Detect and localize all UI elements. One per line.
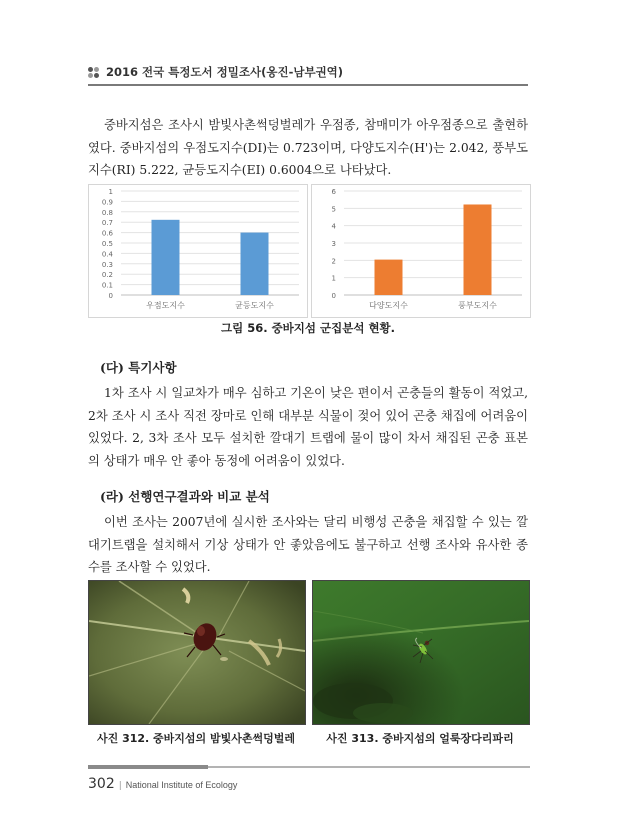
- footer: [88, 773, 237, 792]
- chart-0-ytick-label: 0.6: [101, 229, 113, 238]
- chart-1-ytick-label: 1: [331, 274, 336, 283]
- chart-0-ytick-label: 0.5: [101, 240, 113, 248]
- chart-0-ytick-label: 0.9: [101, 198, 113, 207]
- chart-0-ytick-label: 0: [108, 292, 113, 300]
- photo-fly: [312, 580, 530, 725]
- photo-beetle: [88, 580, 306, 725]
- footer-rule-dark: [88, 765, 208, 769]
- running-header: [88, 64, 528, 84]
- chart-1-ytick-label: 0: [331, 292, 336, 300]
- footer-rule-light: [208, 766, 530, 768]
- chart-1-ytick-label: 2: [331, 257, 336, 266]
- chart-0-category-label-1: 균등도지수: [235, 301, 274, 310]
- section-da-paragraph: 1차 조사 시 일교차가 매우 심하고 기온이 낮은 편이서 곤충들의 활동이 적었고, 2차 조사 시 조사 직전 장마로 인해 대부분 식물이 젖어 있어 곤충 채집에 어려움이 있었다. 2, 3차 조사 모두 설치한 깔대기 트랩에 물이 많이 차서 채집된 곤충 표본의 상태가 매우 안 좋아 동정에 어려움이 있었다.: [88, 386, 528, 468]
- chart-0-bar-0: [152, 220, 180, 295]
- chart-0-ytick-label: 0.3: [101, 260, 113, 269]
- page-number: 302: [88, 776, 115, 792]
- footer-organization: National Institute of Ecology: [125, 780, 238, 790]
- photo-fly-caption: 사진 313. 중바지섬의 얼룩장다리파리: [326, 732, 514, 745]
- chart-0-category-label-0: 우점도지수: [146, 301, 185, 310]
- intro-paragraph: 중바지섬은 조사시 밤빛사촌썩덩벌레가 우점종, 참매미가 아우점종으로 출현하였다. 중바지섬의 우점도지수(DI)는 0.723이며, 다양도지수(H')는 2.042, 풍부도지수(RI) 5.222, 균등도지수(EI) 0.6004으로 나타났다.: [88, 118, 528, 177]
- section-ra-title: (라) 선행연구결과와 비교 분석: [100, 489, 270, 504]
- header-dots-icon: [88, 67, 100, 79]
- chart-0-ytick-label: 0.4: [101, 250, 113, 259]
- chart-0-ytick-label: 0.1: [101, 281, 113, 290]
- section-da-title: (다) 특기사항: [100, 360, 177, 375]
- chart-1-ytick-label: 4: [331, 222, 336, 231]
- chart-0-ytick-label: 0.7: [101, 219, 113, 228]
- header-rule: [88, 84, 528, 86]
- footer-separator: |: [118, 781, 122, 791]
- chart-0-ytick-label: 0.2: [101, 271, 113, 280]
- photo-beetle-caption: 사진 312. 중바지섬의 밤빛사촌썩덩벌레: [96, 732, 296, 745]
- chart-1-ytick-label: 3: [331, 240, 336, 248]
- figure-caption: 그림 56. 중바지섬 군집분석 현황.: [220, 321, 396, 335]
- chart-1-ytick-label: 6: [331, 188, 336, 196]
- chart-1-category-label-1: 풍부도지수: [458, 301, 497, 310]
- header-title: 2016 전국 특정도서 정밀조사(옹진-남부권역): [106, 65, 344, 79]
- chart-right: [311, 184, 531, 318]
- chart-0-bar-1: [241, 233, 269, 295]
- chart-0-ytick-label: 0.8: [101, 208, 113, 217]
- chart-1-category-label-0: 다양도지수: [369, 301, 408, 310]
- section-ra-paragraph: 이번 조사는 2007년에 실시한 조사와는 달리 비행성 곤충을 채집할 수 있는 깔대기트랩을 설치해서 기상 상태가 안 좋았음에도 불구하고 선행 조사와 유사한 종 수를 조사할 수 있었다.: [88, 515, 528, 574]
- chart-1-bar-1: [464, 204, 492, 295]
- chart-1-ytick-label: 5: [331, 205, 336, 214]
- chart-right-svg: [312, 185, 530, 317]
- chart-0-ytick-label: 1: [108, 188, 113, 196]
- chart-1-bar-0: [375, 260, 403, 295]
- chart-left-svg: [89, 185, 307, 317]
- chart-left: [88, 184, 308, 318]
